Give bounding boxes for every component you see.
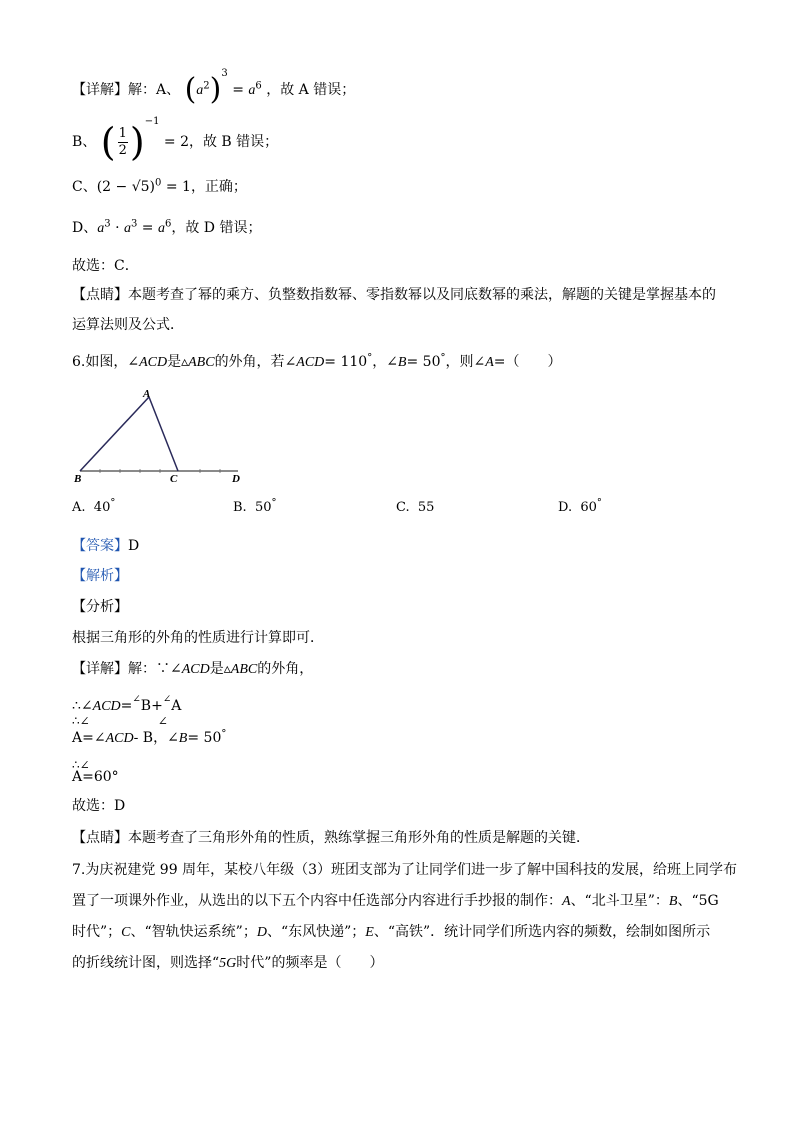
choose-c-line: 故选：C． [72,258,139,274]
question-7-line-2: 置了一项课外作业，从选出的以下五个内容中任选部分内容进行手抄报的制作：A、“北斗卫星”：B、“5G [72,893,719,909]
detail-line-1: 【详解】解：A、 $(a^2)^3 = a^6$ ，故 A 错误； [72,68,356,107]
fraction-one-half: $\frac{1}{2}$ [118,125,127,158]
option-c[interactable]: C. 55 [396,500,435,515]
vertex-d-label: D [232,473,240,485]
option-b[interactable]: B. 50° [233,497,277,515]
detail-6-step-2: A=∠ACD- B，∠B= 50° [72,728,227,746]
answer-tag: 【答案】 [72,538,128,554]
choose-d-line: 故选：D [72,798,126,814]
analysis-tag: 【解析】 [72,568,128,584]
dianjing-line-2: 运算法则及公式． [72,317,184,333]
triangle-figure [70,385,260,485]
question-7-line-1: 7.为庆祝建党 99 周年，某校八年级（3）班团支部为了让同学们进一步了解中国科技的发展，给班上同学布 [72,862,737,878]
detail-6-step-3: A=60° [72,769,119,785]
detail-6-line-1: 【详解】解：∵∠ACD是▵ABC的外角， [72,661,314,677]
fenxi-text: 根据三角形的外角的性质进行计算即可． [72,630,324,646]
fenxi-tag: 【分析】 [72,599,128,615]
detail-line-3: C、$(2 - √5)^0 = 1$，正确； [72,177,247,195]
power-expression: $(a^2)^3 = a^6$ [184,68,262,107]
question-7-line-3: 时代”；C、“智轨快运系统”；D、“东风快递”；E、“高铁”．统计同学们所选内容的频数，绘制如图所示 [72,924,711,940]
dianjing-line-1: 【点睛】本题考查了幂的乘方、负整数指数幂、零指数幂以及同底数幂的乘法，解题的关键是掌握基本的 [72,287,716,303]
detail-tag: 【详解】 [72,82,128,98]
vertex-a-label: A [143,388,151,400]
question-6: 6.如图，∠ACD是▵ABC的外角，若∠ACD= 110°，∠B= 50°，则∠A=（ ） [72,352,562,370]
vertex-c-label: C [170,473,178,485]
dianjing-6: 【点睛】本题考查了三角形外角的性质，熟练掌握三角形外角的性质是解题的关键． [72,830,590,846]
segment-ac [149,397,178,471]
detail-line-2: B、 ( $\frac{1}{2}$ )$^{-1}$ = 2，故 B 错误； [72,116,279,164]
detail-line-4: D、$a^3 \cdot a^3 = a^6$，故 D 错误； [72,218,262,236]
vertex-b-label: B [74,473,82,485]
segment-ab [80,397,149,471]
option-d[interactable]: D. 60° [558,497,602,515]
option-a[interactable]: A. 40° [72,497,116,515]
answer-line [72,536,139,556]
detail-6-step-1: ∴∠ACD=∠B+∠A [72,694,182,714]
question-7-line-4: 的折线统计图，则选择“5G时代”的频率是（ ） [72,955,384,971]
detail-6-step-3-top: ∴∠ [72,758,90,772]
answer-value: D [128,538,140,554]
detail-6-step-2-top: ∴∠ ∠ [72,714,168,728]
